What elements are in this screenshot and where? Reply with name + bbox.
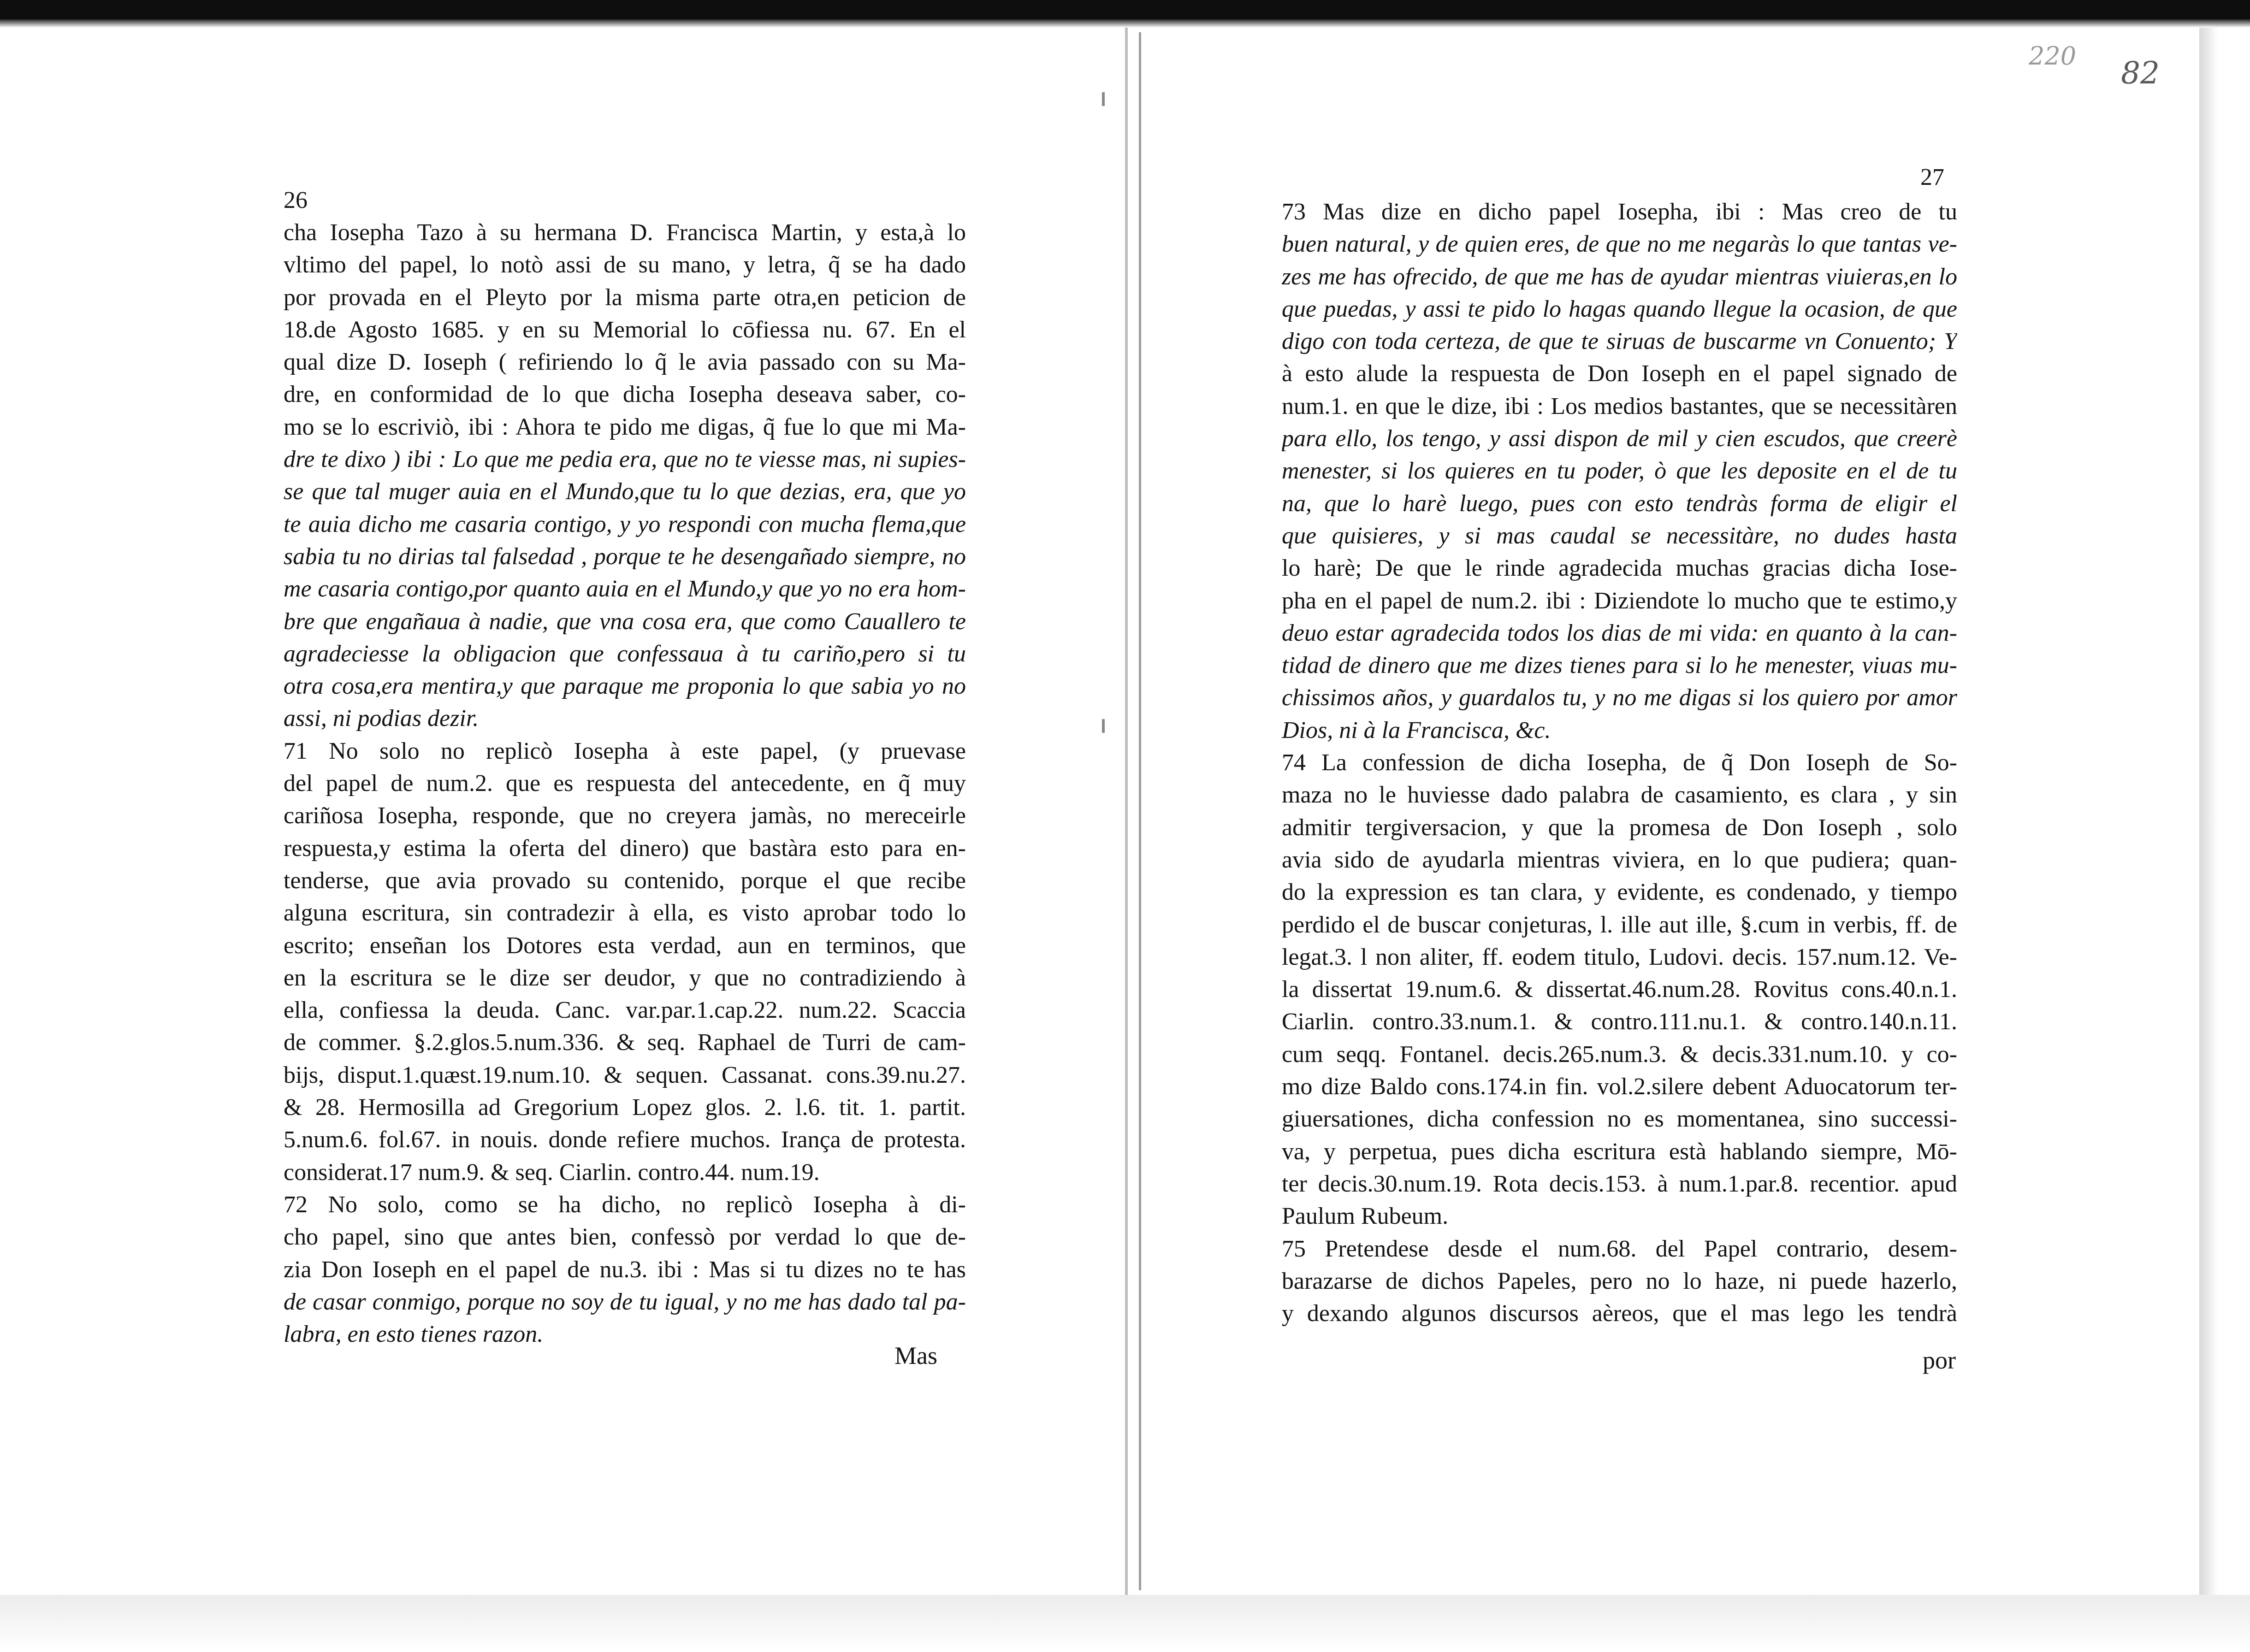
text-line: ella, confiessa la deuda. Canc. var.par.1.cap.22. num.22. Scaccia bbox=[284, 997, 966, 1024]
text-line: buen natural, y de quien eres, de que no me negaràs lo que tantas ve- bbox=[1282, 231, 1957, 258]
text-line: vltimo del papel, lo notò assi de su mano, y letra, q̃ se ha dado bbox=[284, 252, 966, 278]
right-page bbox=[1139, 32, 2202, 1590]
left-page bbox=[28, 28, 1128, 1604]
scan-top-edge-fade bbox=[0, 19, 2250, 28]
text-line: se que tal muger auia en el Mundo,que tu lo que dezias, era, que yo bbox=[284, 478, 966, 505]
text-line: otra cosa,era mentira,y que paraque me proponia lo que sabia yo no bbox=[284, 673, 966, 700]
scan-bottom-edge bbox=[0, 1595, 2250, 1652]
scan-top-edge bbox=[0, 0, 2250, 19]
text-line: giuersationes, dicha confession no es momentanea, sino successi- bbox=[1282, 1106, 1957, 1133]
text-line: na, que lo harè luego, pues con esto tendràs forma de eligir el bbox=[1282, 490, 1957, 517]
text-line: à esto alude la respuesta de Don Ioseph en el papel signado de bbox=[1282, 360, 1957, 387]
text-line: zia Don Ioseph en el papel de nu.3. ibi : Mas si tu dizes no te has bbox=[284, 1256, 966, 1283]
text-line: va, y perpetua, pues dicha escritura està hablando siempre, Mō- bbox=[1282, 1138, 1957, 1165]
page-edge-shadow bbox=[2199, 28, 2218, 1595]
text-line: menester, si los quieres en tu poder, ò que les deposite en el de tu bbox=[1282, 458, 1957, 484]
text-line: bre que engañaua à nadie, que vna cosa era, que como Cauallero te bbox=[284, 608, 966, 635]
text-line: dre te dixo ) ibi : Lo que me pedia era, que no te viesse mas, ni supies- bbox=[284, 446, 966, 473]
folio-note-number: 82 bbox=[2121, 55, 2160, 91]
text-line: de casar conmigo, porque no soy de tu igual, y no me has dado tal pa- bbox=[284, 1288, 966, 1315]
text-line: alguna escritura, sin contradezir à ella, es visto aprobar todo lo bbox=[284, 900, 966, 926]
text-line: sabia tu no dirias tal falsedad , porque te he desengañado siempre, no bbox=[284, 543, 966, 570]
text-line: te auia dicho me casaria contigo, y yo respondi con mucha flema,que bbox=[284, 511, 966, 537]
text-line: deuo estar agradecida todos los dias de mi vida: en quanto à la can- bbox=[1282, 620, 1957, 646]
text-line: do la expression es tan clara, y evidente, es condenado, y tiempo bbox=[1282, 879, 1957, 906]
text-line: 74 La confession de dicha Iosepha, de q̃ Don Ioseph de So- bbox=[1282, 749, 1957, 776]
text-line: respuesta,y estima la oferta del dinero) que bastàra esto para en- bbox=[284, 835, 966, 861]
text-line: cariñosa Iosepha, responde, que no creyera jamàs, no mereceirle bbox=[284, 802, 966, 829]
text-line: tidad de dinero que me dizes tienes para si lo he menester, viuas mu- bbox=[1282, 652, 1957, 679]
text-line: la dissertat 19.num.6. & dissertat.46.num.28. Rovitus cons.40.n.1. bbox=[1282, 976, 1957, 1003]
text-line: 72 No solo, como se ha dicho, no replicò Iosepha à di- bbox=[284, 1191, 966, 1218]
text-line: 71 No solo no replicò Iosepha à este papel, (y pruevase bbox=[284, 738, 966, 764]
text-line: por provada en el Pleyto por la misma parte otra,en peticion de bbox=[284, 284, 966, 311]
text-line: perdido el de buscar conjeturas, l. ille aut ille, §.cum in verbis, ff. de bbox=[1282, 911, 1957, 938]
text-line: 73 Mas dize en dicho papel Iosepha, ibi : Mas creo de tu bbox=[1282, 199, 1957, 225]
text-line: pha en el papel de num.2. ibi : Diziendote lo mucho que te estimo,y bbox=[1282, 587, 1957, 614]
text-line: num.1. en que le dize, ibi : Los medios bastantes, que se necessitàren bbox=[1282, 393, 1957, 419]
text-line: de commer. §.2.glos.5.num.336. & seq. Raphael de Turri de cam- bbox=[284, 1029, 966, 1056]
text-line: assi, ni podias dezir. bbox=[284, 705, 479, 732]
text-line: que quisieres, y si mas caudal se necessitàre, no dudes hasta bbox=[1282, 522, 1957, 549]
text-line: cha Iosepha Tazo à su hermana D. Francisca Martin, y esta,à lo bbox=[284, 219, 966, 246]
text-line: Ciarlin. contro.33.num.1. & contro.111.nu.1. & contro.140.n.11. bbox=[1282, 1009, 1957, 1035]
right-catchword: por bbox=[1923, 1346, 1956, 1374]
text-line: dre, en conformidad de lo que dicha Iosepha deseava saber, co- bbox=[284, 381, 966, 408]
text-line: y dexando algunos discursos aèreos, que el mas lego les tendrà bbox=[1282, 1300, 1957, 1327]
text-line: que puedas, y assi te pido lo hagas quando llegue la ocasion, de que bbox=[1282, 295, 1957, 322]
text-line: admitir tergiversacion, y que la promesa de Don Ioseph , solo bbox=[1282, 814, 1957, 841]
gutter-mark bbox=[1102, 719, 1105, 733]
left-page-body bbox=[284, 217, 966, 1351]
text-line: mo dize Baldo cons.174.in fin. vol.2.silere debent Aduocatorum ter- bbox=[1282, 1074, 1957, 1100]
text-line: 75 Pretendese desde el num.68. del Papel contrario, desem- bbox=[1282, 1235, 1957, 1262]
text-line: zes me has ofrecido, de que me has de ayudar mientras viuieras,en lo bbox=[1282, 263, 1957, 290]
gutter-mark bbox=[1102, 92, 1105, 106]
text-line: lo harè; De que le rinde agradecida muchas gracias dicha Iose- bbox=[1282, 555, 1957, 582]
left-page-number: 26 bbox=[284, 187, 308, 213]
text-line: mo se lo escriviò, ibi : Ahora te pido me digas, q̃ fue lo que mi Ma- bbox=[284, 413, 966, 440]
text-line: Dios, ni à la Francisca, &c. bbox=[1282, 717, 1551, 743]
text-line: considerat.17 num.9. & seq. Ciarlin. contro.44. num.19. bbox=[284, 1159, 820, 1186]
text-line: en la escritura se le dize ser deudor, y que no contradiziendo à bbox=[284, 964, 966, 991]
text-line: labra, en esto tienes razon. bbox=[284, 1321, 544, 1348]
text-line: digo con toda certeza, de que te siruas de buscarme vn Conuento; Y bbox=[1282, 328, 1957, 355]
text-line: del papel de num.2. que es respuesta del antecedente, en q̃ muy bbox=[284, 770, 966, 797]
text-line: 5.num.6. fol.67. in nouis. donde refiere muchos. Irança de protesta. bbox=[284, 1127, 966, 1153]
text-line: cum seqq. Fontanel. decis.265.num.3. & decis.331.num.10. y co- bbox=[1282, 1041, 1957, 1068]
text-line: qual dize D. Ioseph ( refiriendo lo q̃ le avia passado con su Ma- bbox=[284, 349, 966, 376]
text-line: escrito; enseñan los Dotores esta verdad, aun en terminos, que bbox=[284, 932, 966, 959]
text-line: ter decis.30.num.19. Rota decis.153. à num.1.par.8. recentior. apud bbox=[1282, 1170, 1957, 1197]
text-line: agradeciesse la obligacion que confessaua à tu cariño,pero si tu bbox=[284, 640, 966, 667]
text-line: cho papel, sino que antes bien, confessò por verdad lo que de- bbox=[284, 1224, 966, 1251]
text-line: & 28. Hermosilla ad Gregorium Lopez glos. 2. l.6. tit. 1. partit. bbox=[284, 1094, 966, 1121]
text-line: para ello, los tengo, y assi dispon de mil y cien escudos, que creerè bbox=[1282, 425, 1957, 452]
folio-note-upper: 220 bbox=[2029, 41, 2077, 71]
text-line: me casaria contigo,por quanto auia en el Mundo,y que yo no era hom- bbox=[284, 576, 966, 602]
text-line: 18.de Agosto 1685. y en su Memorial lo cōfiessa nu. 67. En el bbox=[284, 316, 966, 343]
text-line: chissimos años, y guardalos tu, y no me digas si los quiero por amor bbox=[1282, 684, 1957, 711]
text-line: avia sido de ayudarla mientras viviera, en lo que pudiera; quan- bbox=[1282, 846, 1957, 873]
text-line: maza no le huviesse dado palabra de casamiento, es clara , y sin bbox=[1282, 782, 1957, 808]
right-page-number: 27 bbox=[1920, 164, 1944, 190]
text-line: Paulum Rubeum. bbox=[1282, 1203, 1449, 1230]
text-line: barazarse de dichos Papeles, pero no lo haze, ni puede hazerlo, bbox=[1282, 1268, 1957, 1294]
text-line: legat.3. l non aliter, ff. eodem titulo, Ludovi. decis. 157.num.12. Ve- bbox=[1282, 944, 1957, 970]
text-line: bijs, disput.1.quæst.19.num.10. & sequen. Cassanat. cons.39.nu.27. bbox=[284, 1062, 966, 1088]
text-line: tenderse, que avia provado su contenido, porque el que recibe bbox=[284, 867, 966, 894]
left-catchword: Mas bbox=[894, 1342, 937, 1369]
right-page-body bbox=[1282, 196, 1957, 1330]
